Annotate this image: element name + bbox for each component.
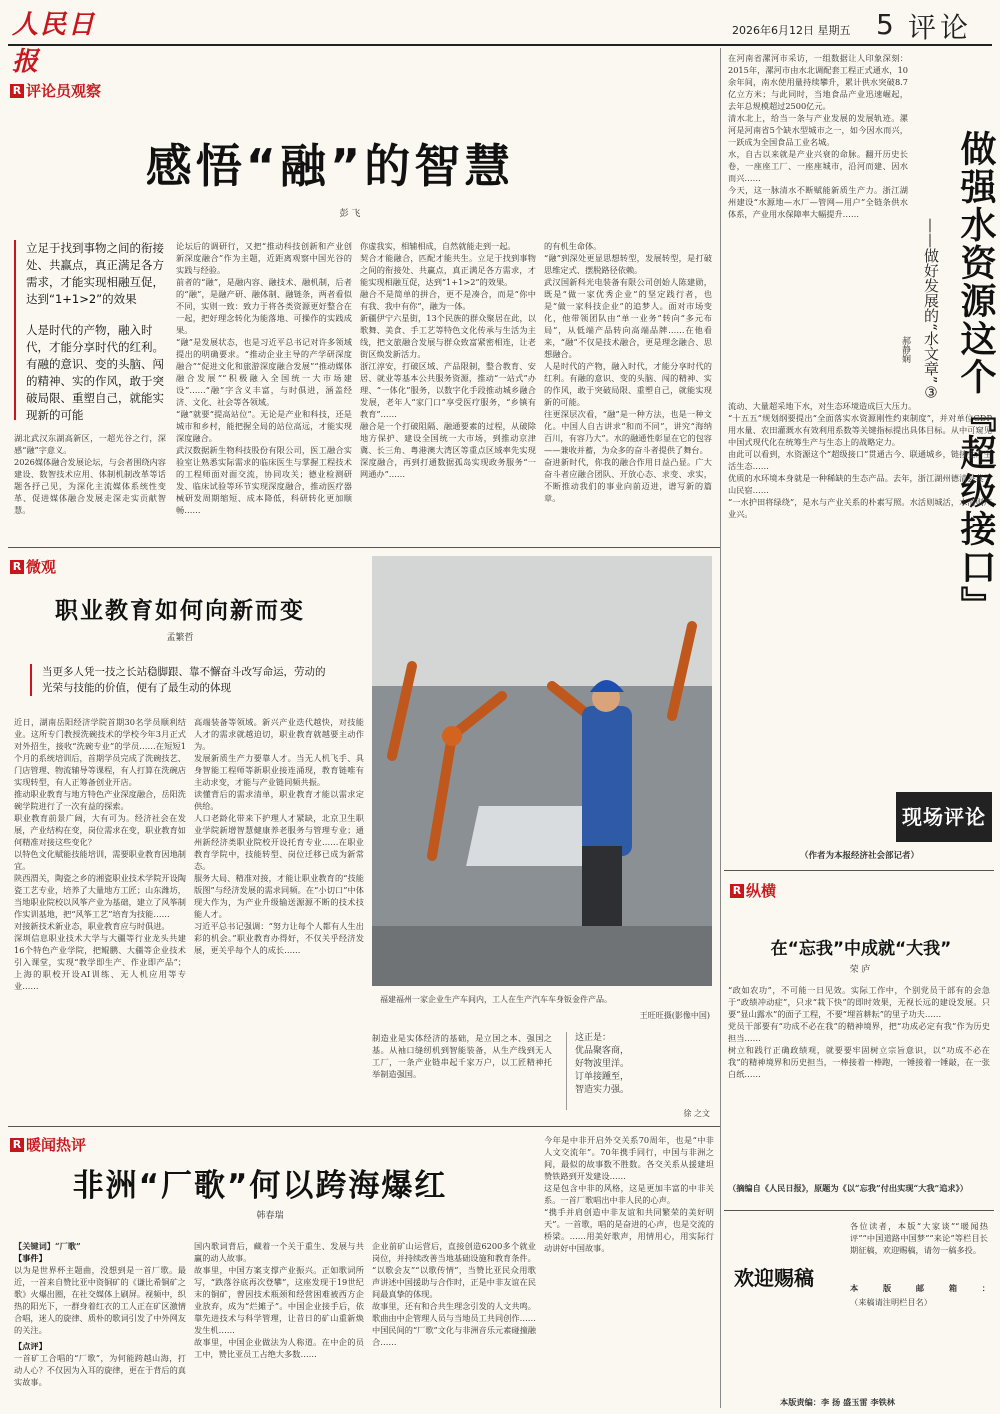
masthead-rule	[8, 44, 992, 46]
welcome-note: （来稿请注明栏目名）	[850, 1297, 932, 1307]
point-text: 一首矿工合唱的“厂歌”，为何能跨越山海，打动人心？不仅因为入耳的旋律，更在于背后的真实故事。	[14, 1353, 186, 1387]
masthead-logo: 人民日报	[12, 10, 97, 77]
article-selfless-source: （摘编自《人民日报》，原题为《以“忘我”付出实现“大我”追求》）	[728, 1183, 968, 1193]
section-tag-warm-news: R 暖闻热评	[10, 1134, 86, 1155]
rule-right-1	[724, 870, 994, 871]
headline-water: 做强水资源这个『超级接口』	[955, 130, 996, 624]
headline-selfless: 在“忘我”中成就“大我”	[770, 939, 952, 959]
keyword-label: 【关键词】“厂歌”	[14, 1241, 81, 1251]
masthead-date: 2026年6月12日 星期五	[732, 24, 851, 37]
pull-quote-vocational: 当更多人凭一技之长站稳脚跟、靠不懈奋斗改写命运，劳动的光荣与技能的价值，便有了最生动的体现	[30, 664, 330, 696]
headline-vocational: 职业教育如何向新而变	[55, 598, 305, 624]
article-water-col2: 流动、大量超采地下水，对生态环境造成巨大压力。 “十五五”规划纲要提出“全面落实水资源刚性约束制度”，并对单位GDP用水量、农田灌溉水有效利用系数等关键指标提出具体目标。从中可窥见中国式现代化在统筹生产与生态上的战略定力。 由此可以看到，水资源这个“超级接口”贯通古今、联通城乡，链接生产生活生态…… 优质的水环境本身就是一种稀缺的生态产品。去年，浙江湖州德清县莫干山民宿…… “一水护田将绿绕”，是水与产业关系的朴素写照。水活则城活，水清则产业兴。	[728, 401, 992, 519]
photo-caption: 福建福州一家企业生产车间内，工人在生产汽车车身钣金件产品。	[380, 995, 612, 1004]
subtitle-water: ——做好发展的“水文章”③	[922, 218, 940, 402]
pull-quote-1: 立足于找到事物之间的衔接处、共赢点，真正满足各方需求，才能实现相融互促，达到“1+1>2”的效果	[26, 241, 164, 306]
article-africa-col1	[14, 1240, 186, 1412]
byline-peng-fei: 彭 飞	[339, 209, 361, 219]
event-text: 以为是世界杯主题曲，没想到是一首厂歌。最近，一首来自赞比亚中资铜矿的《谦比希铜矿之歌》火爆出圈，在社交媒体上刷屏。视频中，织热的阳光下，一群身着红衣的工人正在矿区激情合唱，迷人的旋律、质朴的歌词引发了中外网友的关注。	[14, 1265, 186, 1335]
article-water-col1: 在河南省漯河市采访，一组数据让人印象深刻：2015年，漯河市由水北调配套工程正式通水，10余年间，南水使用量持续攀升，累计供水突破8.7亿立方米；与此同时，当地食品产业迅速崛起，去年总规模超过2500亿元。 清水北上，给当一条与产业发展的发展轨迹。漯河是河南省5个缺水型城市之一，如今因水而兴，一跃成为全国食品工业名城。 水，自古以来就是产业兴衰的命脉。翻开历史长卷，一座座工厂、一座座城市，沿河而建、因水而兴…… 今天，这一脉清水不断赋能新质生产力。浙江湖州建设“水源地—水厂—管网—用户”全链条供水体系，产业用水保障率大幅提升……	[728, 53, 908, 219]
article-vocational-col2: 高端装备等领域。新兴产业迭代越快，对技能人才的需求就越迫切，职业教育就越要主动作为。 发展新质生产力要靠人才。当无人机飞手、具身智能工程师等新职业接连涌现，教育链唯有主动求变，才能与产业链同频共振。 读懂背后的需求清单，职业教育才能以需求定供给。 人口老龄化带来下护理人才紧缺，北京卫生职业学院新增智慧健康养老服务与管理专业；通州新经济类职业院校开设托育专业……在职业教育学院中，技能转型、岗位迁移已成为新常态。 服务大局、精准对接，才能让职业教育的“技能版图”与经济发展的需求同频。在“小切口”中体现大作为，为产业升级输送源源不断的技术技能人才。 习近平总书记强调：“努力让每个人都有人生出彩的机会。”职业教育办得好，不仅关乎经济发展，更关乎每个人的成长……	[194, 717, 364, 955]
article-rong-col1: 湖北武汉东湖高新区，一超光谷之行，深感“融”字意义。 2026媒体融合发展论坛，与会者围绕内容建设、数智技术应用、体制机制改革等话题各抒己见，为深化主流媒体系统性变革、促进媒体融合发展走深走实贡献智慧。	[14, 433, 166, 515]
byline-rong-lu: 荣 庐	[849, 965, 871, 975]
section-tag-micro: R 微观	[10, 556, 56, 577]
section-tag-perspective: R 纵横	[730, 880, 776, 901]
article-africa-col4: 今年是中非开启外交关系70周年，也是“中非人文交流年”。70年携手同行，中国与非洲之间，最似的故事数不胜数。各交关系从援建坦赞铁路到开发建设…… 这是包含中非的风格，这是更加丰富的中非关系。一首厂歌唱出中非人民的心声。 “携手并肩创造中非友谊和共同繁荣的美好明天”。一首歌，唱的是奋进的心声，也是交流的桥梁。……用美好歌声，用情用心，用实际行动讲好中国故事。	[544, 1135, 714, 1253]
factory-photo-illustration	[372, 556, 712, 986]
event-label: 【事件】	[14, 1253, 47, 1263]
masthead-page-number: 5	[876, 8, 894, 41]
article-selfless-body: “政如农功”，不可能一日见效。实际工作中，个别党员干部有的会急于“政绩冲动症”，只求“栽下快”的即时效果，无视长远的建设发展。只要“显山露水”的面子工程，不要“埋首耕耘”的里子功夫…… 党员干部要有“功成不必在我”的精神境界，把“功成必定有我”作为历史担当…… 树立和践行正确政绩观，就要要牢固树立宗旨意识，以“功成不必在我”的精神境界和历史担当，一棒接着一棒跑，一锤接着一锤敲，在一张白纸……	[728, 985, 990, 1079]
article-africa-col2: 国内歌词背后，藏着一个关于重生、发展与共赢的动人故事。 故事里，中国方案支撑产业振兴。正如歌词所写，“跌落谷底再次登攀”，这座发现于19世纪末的铜矿，曾因技术瓶颈和经营困难被西方企业放弃，成为“烂摊子”。中国企业接手后，依靠先进技术与科学管理，让昔日的矿山重新焕发生机…… 故事里，中国企业做法为人称道。在中企的员工中，赞比亚员工占绝大多数……	[194, 1241, 364, 1359]
welcome-email: 本版邮箱：	[850, 1283, 990, 1293]
article-rong-col2: 论坛后的调研行，又把“推动科技创新和产业创新深度融合”作为主题，近距离观察中国光谷的实践与经验。 前者的“融”，是融内容、融技术、融机制，后者的“融”，是融产研、融体制、融链条，两者看似不同，实则一致：致力于将各类资源更好整合在一起，把好理念转化为能落地、可操作的实践成果。 “融”是发展状态，也是习近平总书记对许多领域提出的明确要求。“推动企业主导的产学研深度融合”“促进文化和旅游深度融合发展”“推动媒体融合发展”“积极融入全国统一大市场建设”……“融”字含义丰富，与时俱进，涵盖经济、文化、社会等各领域。 “融”就要“提高站位”。无论是产业和科技，还是城市和乡村，能把握全局的站位高远，才能实现深度融合。 武汉数据新生物科技股份有限公司，医工融合实验室让熟悉实际需求的临床医生与掌握工程技术的工程师面对面交流，协同攻关；德业检测研发、临床试验等环节实现深度融合，推动医疗器械研发周期缩短、成本降低，科研转化更加顺畅……	[176, 241, 352, 515]
article-rong-col4: 的有机生命体。 “融”到深处更显思想转型，发展转型，是打破思维定式、摆脱路径依赖。 武汉国新科光电装备有限公司创始人陈建勋，既是“做一家优秀企业”的坚定践行者，也是“做一家科技企业”的追梦人。面对市场变化，他带领团队由“单一业务”转向“多元布局”，从低端产品转向高端品牌……在他看来，“融”不仅是技术融合，更是理念融合、思想融合。 人是时代的产物，融入时代，才能分享时代的红利。有融的意识、变的头脑、闯的精神、实的作风，敢于突破局限、重塑自己，就能实现新的可能。 往更深层次看，“融”是一种方法，也是一种文化。中国人自古讲求“和而不同”，讲究“海纳百川，有容乃大”。水的融通性彰显在它的包容——兼收并蓄，为众多的奋斗者提供了舞台。 奋进新时代，你我的融合作用日益凸显。广大奋斗者应融合团队、开放心态、求变、求实，不断推动我们的事业向前迈进，谱写新的篇章。	[544, 241, 712, 503]
point-label: 【点评】	[14, 1341, 47, 1351]
article-vocational-col1: 近日，湖南岳阳经济学院首期30名学员顺利结业。这所专门教授洗碗技术的学校今年3月正式对外招生，接收“洗碗专业”的学员……在短短1个月的系统培训后，首期学员完成了洗碗技艺、门店管理、物流辅导等课程，有人打算在洗碗店实现转型，有人正筹备创业开店。 推动职业教育与地方特色产业深度融合，岳阳洗碗学院进行了一次有益的探索。 职业教育前景广阔，大有可为。经济社会在发展，产业结构在变，岗位需求在变，职业教育如何精准对接这些变化？ 以特色文化赋能技能培训，需要职业教育因地制宜。 陕西渭关，陶瓷之乡的湘瓷职业技术学院开设陶瓷工艺专业，培养了大量地方工匠；山东潍坊，当地职业院校以风筝产业为基础，建立了风筝制作实训基地，把“风筝工艺”培育为技能…… 对接新技术新业态，职业教育应与时俱进。 深圳信息职业技术大学与大疆等行业龙头共建16个特色产业学院，把鲲鹏、大疆等企业技术引入课堂，实现“教学即生产、作业即产品”；上海的职校开设AI训练、无人机应用等专业……	[14, 717, 186, 991]
poem: 这正是： 优品聚客商， 好物波里洋。 订单接踵至， 智造实力强。	[566, 1032, 706, 1110]
poem-credit: 徐 之文	[683, 1109, 710, 1118]
headline-africa-song: 非洲“厂歌”何以跨海爆红	[72, 1168, 448, 1204]
rule-s1	[8, 547, 720, 548]
factory-photo	[372, 556, 712, 986]
byline-han: 韩春瑞	[256, 1211, 284, 1221]
welcome-box	[726, 1216, 992, 1396]
byline-meng: 孟繁哲	[166, 633, 194, 643]
column-divider	[720, 48, 721, 1408]
article-rong-col3: 你虚我实，相辅相成，自然就能走到一起。 契合才能融合，匹配才能共生。立足于找到事物之间的衔接处、共赢点，真正满足各方需求，才能实现相融互促，达到“1+1>2”的效果。 融合不是简单的拼合，更不是凑合，而是“你中有我、我中有你”，融为一体。 新疆伊宁六星街，13个民族的群众聚居在此，以歌舞、美食、手工艺等特色文化传承与生活为主线，把文旅融合发展与群众致富紧密相连，让老街区焕发新活力。 浙江淳安，打破区域、产品限制，整合教育、安居、就业等基本公共服务资源，推动“一站式”办理、“一体化”服务，以数字化手段推动城乡融合发展，老年人“家门口”享受医疗服务，“乡镇有教育”…… 融合是一个打破阻隔、融通要素的过程，从破除地方保护、建设全国统一大市场，到推动京津冀、长三角、粤港澳大湾区等重点区域率先实现深度融合，再到打通数据孤岛实现政务服务“一网通办”……	[360, 241, 536, 479]
article-africa-col3: 企业前矿山运营后，直接创造6200多个就业岗位，并持续改善当地基础设施和教育条件。 “以歌会友”“以歌传情”，当赞比亚民众用歌声讲述中国援助与合作时，正是中非友谊在民间最真挚的体现。 故事里，还有和合共生理念引发的人文共鸣。歌曲由中企管理人员与当地员工共同创作……中国民间的“厂歌”文化与非洲音乐元素碰撞融合……	[372, 1241, 536, 1347]
rule-right-2	[724, 1210, 994, 1211]
section-tag-commentator: R 评论员观察	[10, 80, 101, 101]
rule-s2	[8, 1126, 720, 1127]
pull-quote-box	[14, 240, 166, 420]
masthead-section: 评论	[908, 11, 973, 44]
pull-quote-2: 人是时代的产物，融入时代，才能分享时代的红利。有融的意识、变的头脑、闯的精神、实的作风，敢于突破局限、重塑自己，就能实现新的可能	[26, 323, 164, 422]
byline-hao: 郝静娴	[900, 336, 910, 363]
badge-on-site-commentary: 现场评论	[896, 792, 992, 842]
welcome-body: 各位读者，本版“大家谈”“暖闻热评”“中国道路中国梦”“来论”等栏目长期征稿，欢迎赐稿，请勿一稿多投。	[850, 1221, 988, 1255]
article-vocational-col3: 制造业是实体经济的基础，是立国之本、强国之基。从袖口缝纫机到智能装备，从生产线到无人工厂，一条产业链串起千家万户，以工匠精神托举制造强国。	[372, 1033, 552, 1079]
editors-line: 本版责编：李 扬 盛玉雷 李铁林	[780, 1397, 895, 1407]
headline-rong: 感悟“融”的智慧	[145, 139, 515, 193]
headline-welcome: 欢迎赐稿	[734, 1266, 814, 1290]
water-author-note: （作者为本报经济社会部记者）	[800, 851, 920, 861]
photo-credit: 王旺旺摄(影像中国)	[639, 1011, 710, 1020]
